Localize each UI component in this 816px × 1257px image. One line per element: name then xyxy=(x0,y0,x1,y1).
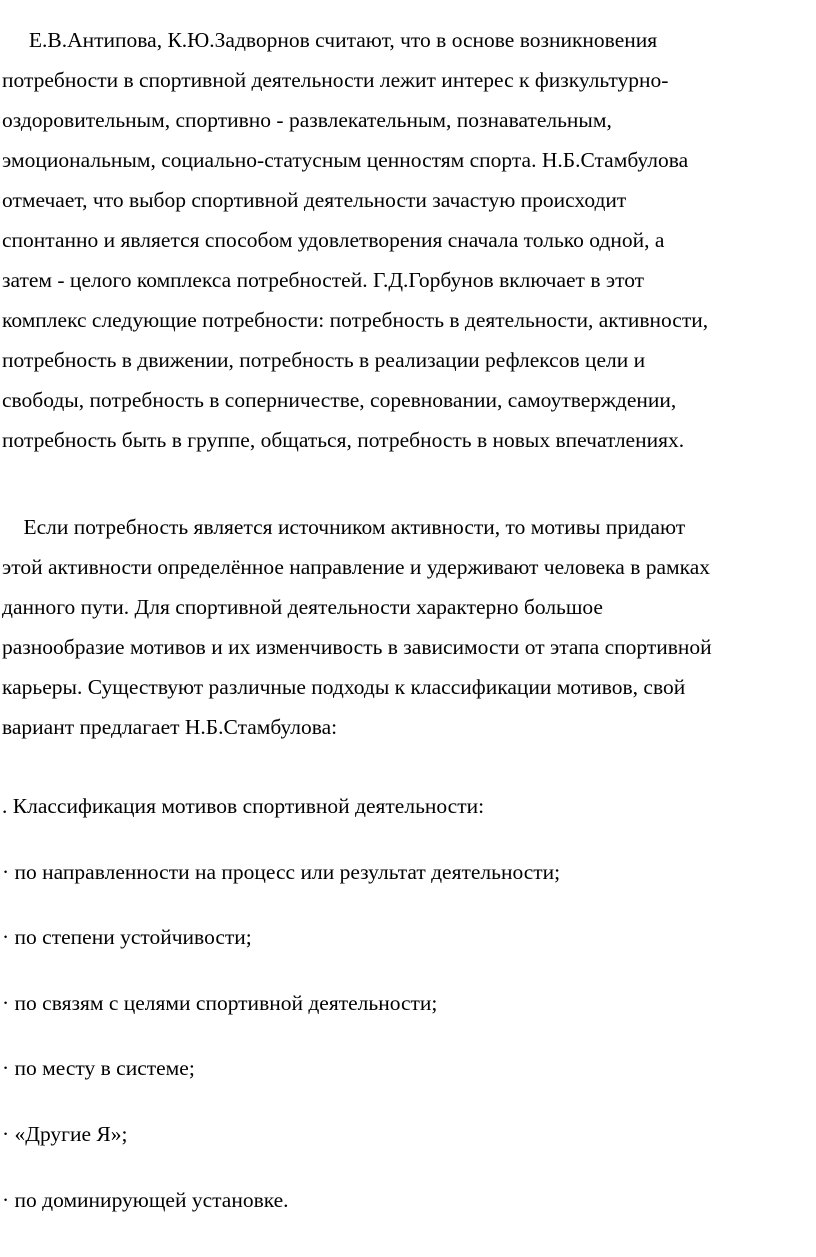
text-line: отмечает, что выбор спортивной деятельности зачастую происходит xyxy=(2,188,627,212)
text-line: комплекс следующие потребности: потребность в деятельности, активности, xyxy=(2,308,709,332)
paragraph-needs xyxy=(2,20,814,460)
text-line: этой активности определённое направление и удерживают человека в рамках xyxy=(2,555,711,579)
classification-heading: . Классификация мотивов спортивной деятельности: xyxy=(2,794,485,818)
text-line: потребность быть в группе, общаться, потребность в новых впечатлениях. xyxy=(2,428,685,452)
text-line: данного пути. Для спортивной деятельности характерно большое xyxy=(2,595,603,619)
text-line: эмоциональным, социально-статусным ценностям спорта. Н.Б.Стамбулова xyxy=(2,148,689,172)
text-line: спонтанно и является способом удовлетворения сначала только одной, а xyxy=(2,228,665,252)
list-item: · по степени устойчивости; xyxy=(2,925,252,949)
text-line: свободы, потребность в соперничестве, соревновании, самоутверждении, xyxy=(2,388,677,412)
list-item: · по месту в системе; xyxy=(2,1056,195,1080)
text-line: оздоровительным, спортивно - развлекательным, познавательным, xyxy=(2,108,612,132)
text-line: затем - целого комплекса потребностей. Г.Д.Горбунов включает в этот xyxy=(2,268,645,292)
text-line: карьеры. Существуют различные подходы к классификации мотивов, свой xyxy=(2,675,686,699)
list-item: · «Другие Я»; xyxy=(2,1122,128,1146)
list-item: · по направленности на процесс или результат деятельности; xyxy=(2,860,561,884)
text-line: вариант предлагает Н.Б.Стамбулова: xyxy=(2,715,338,739)
text-line: потребности в спортивной деятельности лежит интерес к физкультурно- xyxy=(2,68,669,92)
text-line: разнообразие мотивов и их изменчивость в зависимости от этапа спортивной xyxy=(2,635,712,659)
text-line: потребность в движении, потребность в реализации рефлексов цели и xyxy=(2,348,646,372)
text-line: Е.В.Антипова, К.Ю.Задворнов считают, что в основе возникновения xyxy=(2,28,658,52)
list-item: · по связям с целями спортивной деятельности; xyxy=(2,991,438,1015)
list-item: · по доминирующей установке. xyxy=(2,1188,289,1212)
paragraph-motives xyxy=(2,507,814,747)
text-line: Если потребность является источником активности, то мотивы придают xyxy=(2,515,686,539)
